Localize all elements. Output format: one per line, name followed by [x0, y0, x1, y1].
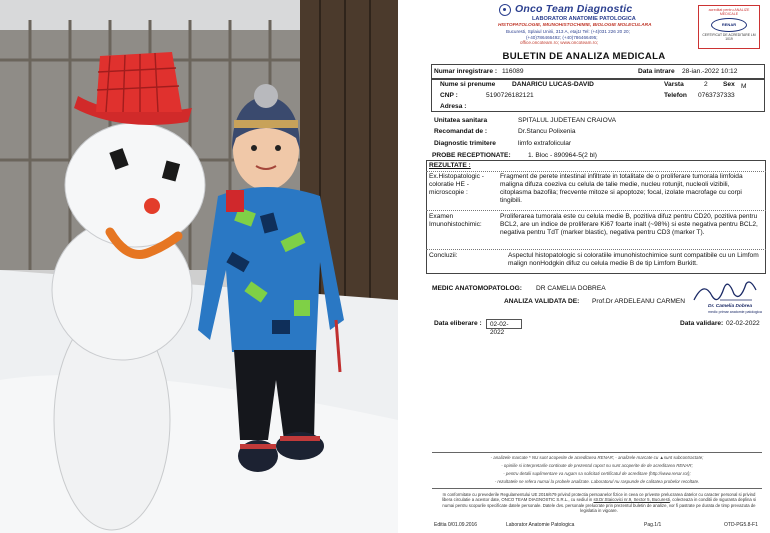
gdpr-notice	[440, 492, 758, 513]
histo-text: Fragment de perete intestinal infiltrate in totalitate de o proliferare tumorala limfoida maligna difuza coeziva cu celula de talie medie, nucleu rotunjit, nucleoli vizibili, citoplasma bazofila; frecvente mitoze si apoptoze; focal, izolate macrofage cu corpi tingibili.	[500, 173, 743, 204]
probes-label: PROBE RECEPTIONATE:	[432, 152, 511, 159]
phone-label: Telefon	[664, 92, 687, 99]
lab-title: LABORATOR ANATOMIE PATOLOGICA	[532, 16, 636, 22]
age-label: Varsta	[664, 81, 684, 88]
histo-label-2: coloratie HE -	[429, 181, 469, 188]
signature-mark	[690, 276, 760, 306]
referred-value: Dr.Stancu Polixenia	[518, 128, 576, 135]
medic-value: DR CAMELIA DOBREA	[536, 285, 606, 292]
seal-top-text: acreditat pentru ANALIZE MEDICALE	[708, 8, 750, 17]
edition: Editia 0/01.09.2016	[434, 522, 478, 528]
ihc-label-1: Examen	[429, 213, 454, 220]
age-value: 2	[704, 81, 708, 88]
validated-label: ANALIZA VALIDATA DE:	[504, 298, 580, 305]
address-label: Adresa :	[440, 103, 467, 110]
document-title: BULETIN DE ANALIZA MEDICALA	[502, 51, 666, 62]
patient-name-value: DANARICU LUCAS-DAVID	[512, 81, 594, 88]
footer-note-3: - pentru detalii suplimentare va rugam sa solicitati certificatul de acreditare (http://www.renar.ro/);	[503, 471, 691, 476]
stamp-name: Dr. Camelia Dobrea	[708, 304, 752, 309]
sex-label: Sex	[723, 81, 735, 88]
probes-value: 1. Bloc - 890964-5(2 bl)	[528, 152, 597, 159]
brand-name: Onco Team Diagnostic	[515, 3, 633, 15]
entry-date-value: 28-ian.-2022 10:12	[682, 68, 738, 75]
accreditation-seal	[698, 5, 760, 49]
gdpr-text-1: In conformitate cu prevederile Regulamentului UE 2016/679 privind protectia persoanelor fizice in ceea ce priveste prelucrarea datelor cu caracter personal si privind libera circulatie a acestor date, ONCO TEAM DIAGNOSTIC S.R.L., cu sediul in	[441, 492, 756, 503]
address-line-1: Bucuresti, Splaiul Unirii, 313 A, etaj1I Tel: (+4)031 226 20 20;	[506, 29, 630, 34]
results-header: REZULTATE :	[429, 162, 471, 169]
cnp-label: CNP :	[440, 92, 458, 99]
brand-logo-icon	[499, 4, 511, 16]
medic-label: MEDIC ANATOMOPATOLOG:	[432, 285, 522, 292]
lab-specialties: HISTOPATOLOGIE, IMUNOHISTOCHIMIE, BIOLOGIE MOLECULARA	[498, 23, 652, 28]
entry-date-label: Data intrare	[638, 68, 675, 75]
gdpr-text-2: , colecteaza in conditii de siguranta deplina si numai pentru scopurile specificate datele personale. Datele dvs. personale prelucrate prin prezentul buletin de analize, vor fi pastrate pe durata de timp prevazuta de legislatia in vigoare.	[442, 497, 757, 514]
cnp-value: 5190726182121	[486, 92, 534, 99]
address-line-3: office.oncoteam.ro; www.oncoteam.ro;	[520, 40, 599, 45]
page-number: Pag.1/1	[644, 522, 662, 528]
footer-note-2: - opiniile si interpretarile continute de prezentul raport nu sunt acoperite de de acreditarea RENAR;	[501, 463, 693, 468]
document-footer-bar	[434, 522, 768, 532]
seal-bottom-text: CERTIFICAT DE ACREDITARE LM 1019	[702, 33, 756, 42]
diagnosis-value: limfo extrafolicular	[518, 140, 572, 147]
registration-label: Numar inregistrare :	[434, 68, 498, 75]
sex-value: M	[741, 83, 747, 90]
medical-bulletin	[398, 0, 770, 533]
histo-label-3: microscopie :	[429, 189, 468, 196]
footer-note-4: - rezultatele se refera numai la probele analizate. Laboratorul nu raspunde de calitatea probelor recoltate.	[494, 479, 700, 484]
conclusion-label: Concluzii:	[429, 252, 458, 259]
address-line-2: (+40)786466492; (+40)786466495;	[526, 34, 598, 40]
validation-date-label: Data validare:	[680, 320, 724, 327]
footer-note-1: - analizele marcate * NU sunt acoperite de acreditarea RENAR; - analizele marcate cu ▲sunt subcontractate;	[490, 455, 704, 460]
form-code: OTD-PG5.8-F1	[724, 522, 758, 528]
patient-name-label: Nume si prenume	[440, 81, 496, 88]
seal-mark: RENAR	[711, 18, 747, 32]
validated-value: Prof.Dr ARDELEANU CARMEN	[592, 298, 686, 305]
unit-label: Unitatea sanitara	[434, 117, 488, 124]
issue-date-label: Data eliberare :	[434, 320, 482, 327]
referred-label: Recomandat de :	[434, 128, 488, 135]
phone-value: 0763737333	[698, 92, 735, 99]
stamp-title: medic primar anatomie patologica	[708, 310, 762, 314]
gdpr-address-link: str.Dr.Staicovici nr.9, Sector 5, Bucuresti	[593, 497, 670, 503]
histo-label-1: Ex.Histopatologic -	[429, 173, 484, 180]
issue-date-value: 02-02-2022	[486, 319, 522, 329]
validation-date-value: 02-02-2022	[726, 320, 760, 327]
registration-number: 116089	[502, 68, 524, 75]
conclusion-text: Aspectul histopatologic si colorat​iile imunohistochimice sunt compatibile cu un Limfom malign nonHodgkin difuz cu celula medie B de tip Limfom Burkitt.	[508, 252, 759, 267]
unit-value: SPITALUL JUDETEAN CRAIOVA	[518, 117, 617, 124]
ihc-label-2: Imunohistochimic:	[429, 221, 482, 228]
ihc-text: Proliferarea tumorala este cu celula medie B, pozitiva difuz pentru CD20, pozitiva pentru BCL2, are un indice de proliferare Ki67 foarte inalt (~98%) si este negativa pentru BCL2, negativa pentru TdT (marker blastic), negativa pentru CD3 (marker T).	[500, 213, 758, 236]
diagnosis-label: Diagnostic trimitere	[434, 140, 496, 147]
footer-lab: Laborator Anatomie Patologica	[506, 522, 575, 528]
